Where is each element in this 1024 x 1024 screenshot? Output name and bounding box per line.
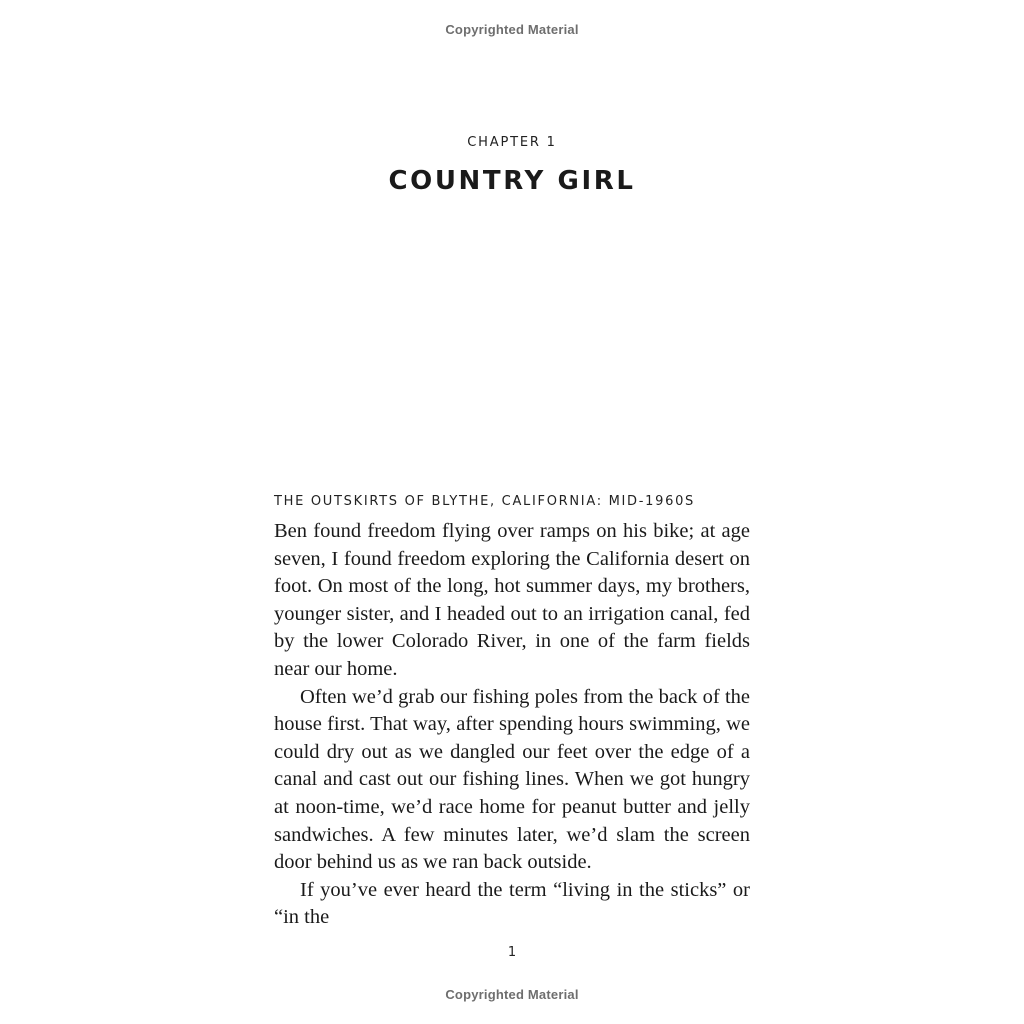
paragraph-2: Often we’d grab our fishing poles from the back of the house first. That way, after spending hours swimming, we could dry out as we dangled our feet over the edge of a canal and cast out our fishing lines. When we got hungry at noon-time, we’d race home for peanut butter and jelly sandwiches. A few minutes later, we’d slam the screen door behind us as we ran back outside.: [274, 685, 750, 874]
body-text: [274, 518, 750, 932]
paragraph-3: If you’ve ever heard the term “living in the sticks” or “in the: [274, 878, 750, 929]
page-number: 1: [507, 945, 517, 960]
copyright-watermark-top: Copyrighted Material: [445, 22, 579, 37]
chapter-label: CHAPTER 1: [467, 135, 557, 150]
paragraph-1: Ben found freedom flying over ramps on his bike; at age seven, I found freedom exploring the California desert on foot. On most of the long, hot summer days, my brothers, younger sister, and I headed out to an irrigation canal, fed by the lower Colorado River, in one of the farm fields near our home.: [274, 520, 750, 680]
chapter-title: COUNTRY GIRL: [388, 166, 636, 196]
section-heading: THE OUTSKIRTS OF BLYTHE, CALIFORNIA: MID-1960S: [274, 494, 695, 509]
copyright-watermark-bottom: Copyrighted Material: [445, 987, 579, 1002]
